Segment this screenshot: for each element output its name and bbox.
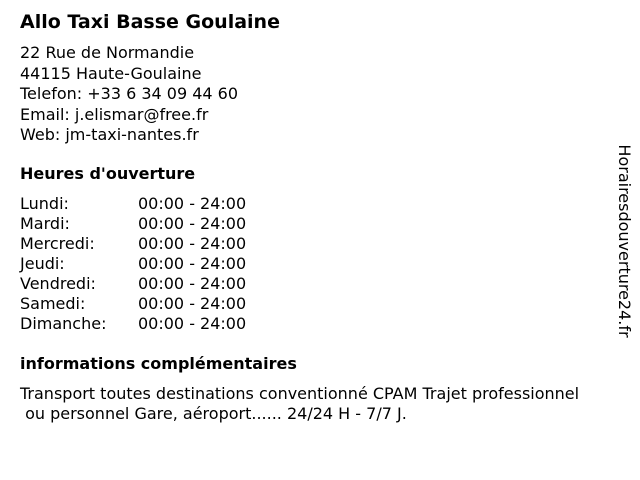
day-label: Dimanche: <box>20 314 107 333</box>
hours-row <box>20 274 280 294</box>
hours-heading: Heures d'ouverture <box>20 164 196 183</box>
hours-row <box>20 214 280 234</box>
info-line: ou personnel Gare, aéroport...... 24/24 H - 7/7 J. <box>20 404 407 423</box>
address-city: 44115 Haute-Goulaine <box>20 63 202 83</box>
email-address: Email: j.elismar@free.fr <box>20 104 209 124</box>
day-label: Mercredi: <box>20 234 95 253</box>
opening-hours-list <box>20 194 280 334</box>
time-range: 00:00 - 24:00 <box>138 254 247 273</box>
time-range: 00:00 - 24:00 <box>138 274 247 293</box>
site-watermark: Horairesdouverture24.fr <box>615 144 634 338</box>
time-range: 00:00 - 24:00 <box>138 194 247 213</box>
business-name: Allo Taxi Basse Goulaine <box>20 11 280 33</box>
hours-row <box>20 194 280 214</box>
day-label: Samedi: <box>20 294 86 313</box>
website: Web: jm-taxi-nantes.fr <box>20 125 199 144</box>
info-line: Transport toutes destinations conventionné CPAM Trajet professionnel <box>20 384 580 403</box>
day-label: Vendredi: <box>20 274 96 293</box>
hours-row <box>20 314 280 334</box>
time-range: 00:00 - 24:00 <box>138 294 247 313</box>
hours-row <box>20 254 280 274</box>
time-range: 00:00 - 24:00 <box>138 234 247 253</box>
hours-row <box>20 234 280 254</box>
contact-block <box>20 43 238 146</box>
day-label: Lundi: <box>20 194 69 213</box>
day-label: Jeudi: <box>20 254 65 273</box>
time-range: 00:00 - 24:00 <box>138 314 247 333</box>
phone-number: Telefon: +33 6 34 09 44 60 <box>20 84 239 103</box>
address-street: 22 Rue de Normandie <box>20 43 195 62</box>
time-range: 00:00 - 24:00 <box>138 214 247 233</box>
info-heading: informations complémentaires <box>20 354 297 373</box>
info-description <box>20 384 630 424</box>
hours-row <box>20 294 280 314</box>
day-label: Mardi: <box>20 214 70 233</box>
